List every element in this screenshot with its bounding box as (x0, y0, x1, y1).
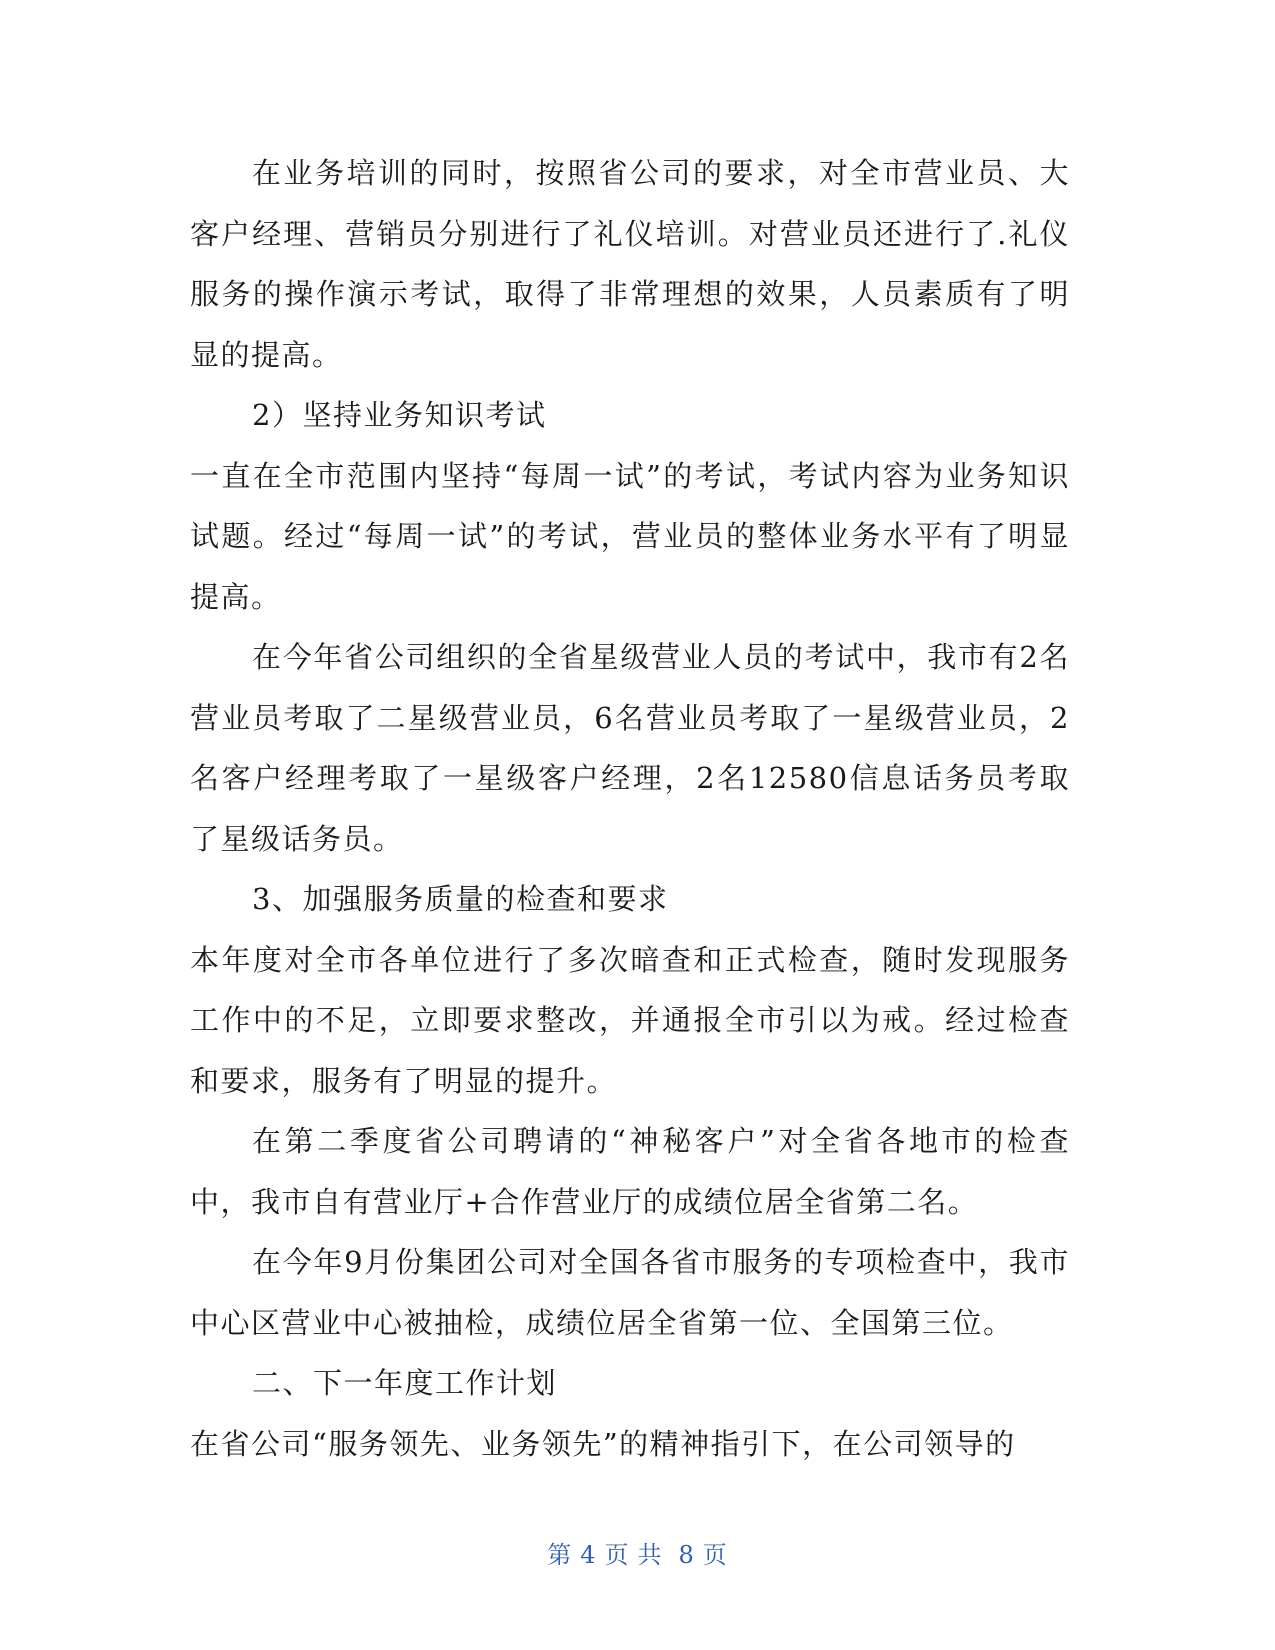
footer-page-word: 页 (604, 1541, 630, 1569)
paragraph-inspections: 本年度对全市各单位进行了多次暗查和正式检查，随时发现服务工作中的不足，立即要求整改，并通报全市引以为戒。经过检查和要求，服务有了明显的提升。 (190, 942, 1070, 1098)
paragraph-group-inspection: 在今年9月份集团公司对全国各省市服务的专项检查中，我市中心区营业中心被抽检，成绩位居全省第一位、全国第三位。 (190, 1245, 1070, 1340)
footer-current-page: 4 (580, 1541, 597, 1569)
paragraph-plan-intro: 在省公司“服务领先、业务领先”的精神指引下，在公司领导的 (190, 1426, 1016, 1461)
page-body (190, 143, 1070, 1474)
page-footer (0, 1535, 1275, 1570)
subheading-knowledge-exam: 2）坚持业务知识考试 (252, 398, 547, 432)
paragraph-mystery-customer: 在第二季度省公司聘请的“神秘客户”对全省各地市的检查中，我市自有营业厅+合作营业厅的成绩位居全省第二名。 (190, 1124, 1070, 1219)
heading-next-year-plan: 二、下一年度工作计划 (252, 1366, 558, 1400)
subheading-service-quality: 3、加强服务质量的检查和要求 (252, 882, 669, 916)
footer-prefix: 第 (547, 1541, 573, 1569)
footer-suffix: 页 (702, 1541, 728, 1569)
paragraph-etiquette-training: 在业务培训的同时，按照省公司的要求，对全市营业员、大客户经理、营销员分别进行了礼仪培训。对营业员还进行了.礼仪服务的操作演示考试，取得了非常理想的效果，人员素质有了明显的提高。 (190, 156, 1070, 372)
footer-total-pages: 8 (678, 1541, 695, 1569)
paragraph-star-level-exam: 在今年省公司组织的全省星级营业人员的考试中，我市有2名营业员考取了二星级营业员，6名营业员考取了一星级营业员，2名客户经理考取了一星级客户经理，2名12580信息话务员考取了星级话务员。 (190, 640, 1070, 856)
footer-total-word: 共 (637, 1541, 663, 1569)
paragraph-weekly-exam: 一直在全市范围内坚持“每周一试”的考试，考试内容为业务知识试题。经过“每周一试”的考试，营业员的整体业务水平有了明显提高。 (190, 458, 1070, 614)
